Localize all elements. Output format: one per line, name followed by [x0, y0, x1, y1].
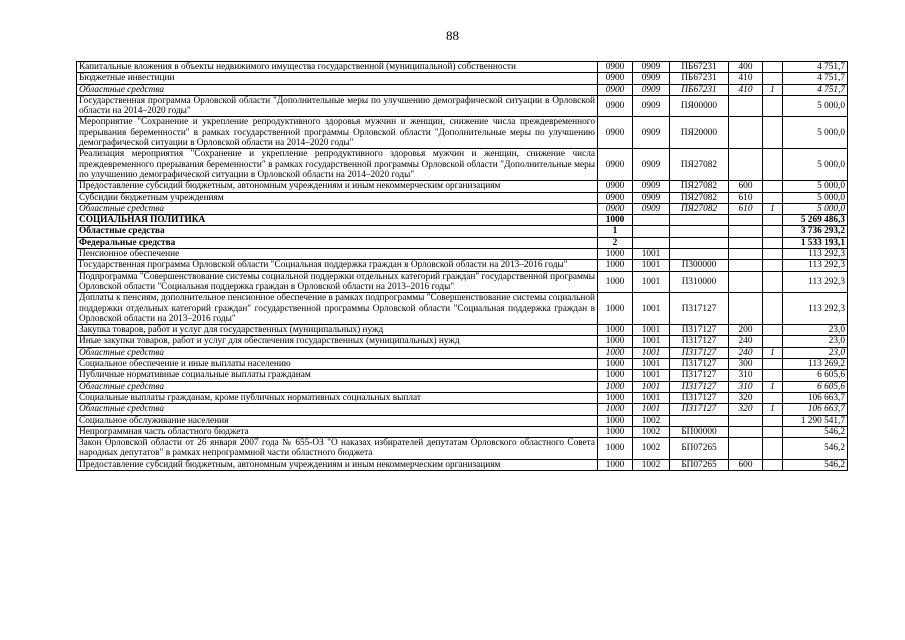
table-row [77, 271, 848, 293]
target-article-code: П317127 [670, 347, 729, 358]
subsection-code: 0909 [633, 192, 670, 203]
target-article-code: П317127 [670, 381, 729, 392]
section-code: 1000 [598, 415, 633, 426]
table-row [77, 203, 848, 214]
row-name: Капитальные вложения в объекты недвижимого имущества государственной (муниципальной) собственности [77, 62, 598, 73]
funding-source-code: 1 [763, 404, 783, 415]
table-row [77, 293, 848, 325]
budget-table [76, 61, 848, 471]
amount: 5 000,0 [783, 117, 848, 149]
table-row [77, 392, 848, 403]
row-name: Областные средства [77, 381, 598, 392]
row-name: Закон Орловской области от 26 января 2007 года № 655-ОЗ "О наказах избирателей депутатам Орловского областного Совета народных депутатов" в рамках непрограммной части областного бюджета [77, 438, 598, 460]
expense-type-code: 400 [729, 62, 763, 73]
table-row [77, 226, 848, 237]
funding-source-code [763, 215, 783, 226]
table-row [77, 359, 848, 370]
amount: 546,2 [783, 426, 848, 437]
funding-source-code [763, 117, 783, 149]
section-code: 1000 [598, 260, 633, 271]
target-article-code [670, 215, 729, 226]
target-article-code: П310000 [670, 271, 729, 293]
amount: 113 292,3 [783, 249, 848, 260]
expense-type-code [729, 237, 763, 248]
table-row [77, 426, 848, 437]
row-name: Закупка товаров, работ и услуг для государственных (муниципальных) нужд [77, 325, 598, 336]
amount: 4 751,7 [783, 62, 848, 73]
amount: 5 000,0 [783, 192, 848, 203]
expense-type-code [729, 226, 763, 237]
table-row [77, 149, 848, 181]
row-name: Иные закупки товаров, работ и услуг для обеспечения государственных (муниципальных) нужд [77, 336, 598, 347]
section-code: 1000 [598, 359, 633, 370]
funding-source-code [763, 325, 783, 336]
expense-type-code: 240 [729, 336, 763, 347]
row-name: Подпрограмма "Совершенствование системы социальной поддержки отдельных категорий граждан" государственной программы Орловской области "Социальная поддержка граждан в Орловской области на 2013–2016 годы" [77, 271, 598, 293]
expense-type-code: 320 [729, 392, 763, 403]
target-article-code: П317127 [670, 325, 729, 336]
funding-source-code [763, 237, 783, 248]
funding-source-code [763, 426, 783, 437]
target-article-code: П317127 [670, 404, 729, 415]
section-code: 1000 [598, 215, 633, 226]
section-code: 1000 [598, 438, 633, 460]
funding-source-code [763, 392, 783, 403]
funding-source-code [763, 459, 783, 470]
expense-type-code [729, 95, 763, 117]
funding-source-code [763, 260, 783, 271]
target-article-code: ПЯ27082 [670, 149, 729, 181]
expense-type-code: 410 [729, 84, 763, 95]
amount: 113 292,3 [783, 271, 848, 293]
amount: 5 000,0 [783, 149, 848, 181]
expense-type-code [729, 271, 763, 293]
target-article-code [670, 249, 729, 260]
target-article-code [670, 237, 729, 248]
table-row [77, 325, 848, 336]
funding-source-code: 1 [763, 203, 783, 214]
table-row [77, 237, 848, 248]
subsection-code: 1001 [633, 293, 670, 325]
expense-type-code: 600 [729, 181, 763, 192]
table-row [77, 192, 848, 203]
target-article-code: П317127 [670, 392, 729, 403]
expense-type-code: 240 [729, 347, 763, 358]
subsection-code: 1001 [633, 370, 670, 381]
subsection-code: 1001 [633, 347, 670, 358]
funding-source-code [763, 370, 783, 381]
table-row [77, 73, 848, 84]
section-code: 0900 [598, 149, 633, 181]
funding-source-code [763, 226, 783, 237]
amount: 6 605,6 [783, 381, 848, 392]
target-article-code: П317127 [670, 359, 729, 370]
section-code: 1000 [598, 459, 633, 470]
expense-type-code: 410 [729, 73, 763, 84]
amount: 23,0 [783, 325, 848, 336]
budget-table-body [77, 62, 848, 471]
subsection-code: 0909 [633, 95, 670, 117]
funding-source-code: 1 [763, 381, 783, 392]
expense-type-code [729, 260, 763, 271]
section-code: 1000 [598, 370, 633, 381]
table-row [77, 370, 848, 381]
expense-type-code [729, 438, 763, 460]
row-name: Предоставление субсидий бюджетным, автономным учреждениям и иным некоммерческим организациям [77, 459, 598, 470]
funding-source-code [763, 192, 783, 203]
table-row [77, 347, 848, 358]
expense-type-code [729, 117, 763, 149]
row-name: Областные средства [77, 347, 598, 358]
expense-type-code [729, 215, 763, 226]
section-code: 1000 [598, 381, 633, 392]
section-code: 1 [598, 226, 633, 237]
table-row [77, 459, 848, 470]
funding-source-code [763, 181, 783, 192]
expense-type-code: 310 [729, 370, 763, 381]
table-row [77, 404, 848, 415]
subsection-code: 1001 [633, 249, 670, 260]
amount: 113 292,3 [783, 293, 848, 325]
amount: 106 663,7 [783, 392, 848, 403]
expense-type-code: 200 [729, 325, 763, 336]
expense-type-code: 320 [729, 404, 763, 415]
subsection-code: 0909 [633, 181, 670, 192]
table-row [77, 84, 848, 95]
amount: 4 751,7 [783, 73, 848, 84]
target-article-code: П317127 [670, 336, 729, 347]
subsection-code: 1002 [633, 438, 670, 460]
target-article-code: ПБ67231 [670, 62, 729, 73]
section-code: 1000 [598, 271, 633, 293]
row-name: Федеральные средства [77, 237, 598, 248]
row-name: Бюджетные инвестиции [77, 73, 598, 84]
row-name: Доплаты к пенсиям, дополнительное пенсионное обеспечение в рамках подпрограммы "Совершенствование системы социальной поддержки отдельных категорий граждан" государственной программы Орловской области "Социальная поддержка граждан в Орловской области на 2013–2016 годы" [77, 293, 598, 325]
table-row [77, 260, 848, 271]
target-article-code: П317127 [670, 293, 729, 325]
table-row [77, 117, 848, 149]
funding-source-code [763, 336, 783, 347]
funding-source-code [763, 62, 783, 73]
subsection-code: 0909 [633, 149, 670, 181]
section-code: 1000 [598, 347, 633, 358]
amount: 5 000,0 [783, 95, 848, 117]
subsection-code: 0909 [633, 84, 670, 95]
amount: 6 605,6 [783, 370, 848, 381]
subsection-code: 1001 [633, 381, 670, 392]
target-article-code: ПБ67231 [670, 73, 729, 84]
target-article-code: БП07265 [670, 438, 729, 460]
row-name: Непрограммная часть областного бюджета [77, 426, 598, 437]
expense-type-code: 300 [729, 359, 763, 370]
row-name: Социальное обеспечение и иные выплаты населению [77, 359, 598, 370]
row-name: СОЦИАЛЬНАЯ ПОЛИТИКА [77, 215, 598, 226]
subsection-code: 0909 [633, 117, 670, 149]
target-article-code: ПБ67231 [670, 84, 729, 95]
target-article-code: П317127 [670, 370, 729, 381]
subsection-code: 1001 [633, 359, 670, 370]
section-code: 2 [598, 237, 633, 248]
table-row [77, 415, 848, 426]
funding-source-code [763, 415, 783, 426]
funding-source-code [763, 438, 783, 460]
subsection-code [633, 215, 670, 226]
target-article-code: ПЯ20000 [670, 117, 729, 149]
subsection-code: 1001 [633, 260, 670, 271]
amount: 106 663,7 [783, 404, 848, 415]
row-name: Государственная программа Орловской области "Социальная поддержка граждан в Орловской области на 2013–2016 годы" [77, 260, 598, 271]
amount: 3 736 293,2 [783, 226, 848, 237]
page-number: 88 [446, 28, 459, 43]
amount: 113 292,3 [783, 260, 848, 271]
section-code: 1000 [598, 336, 633, 347]
row-name: Социальное обслуживание населения [77, 415, 598, 426]
expense-type-code: 600 [729, 459, 763, 470]
subsection-code: 1001 [633, 325, 670, 336]
section-code: 0900 [598, 181, 633, 192]
subsection-code: 1002 [633, 426, 670, 437]
section-code: 1000 [598, 404, 633, 415]
section-code: 1000 [598, 293, 633, 325]
funding-source-code [763, 293, 783, 325]
amount: 5 000,0 [783, 203, 848, 214]
amount: 1 533 193,1 [783, 237, 848, 248]
table-row [77, 249, 848, 260]
subsection-code: 1001 [633, 271, 670, 293]
amount: 23,0 [783, 347, 848, 358]
amount: 113 269,2 [783, 359, 848, 370]
expense-type-code: 610 [729, 192, 763, 203]
table-row [77, 381, 848, 392]
funding-source-code [763, 95, 783, 117]
expense-type-code [729, 149, 763, 181]
target-article-code: БП07265 [670, 459, 729, 470]
subsection-code [633, 226, 670, 237]
expense-type-code [729, 426, 763, 437]
row-name: Областные средства [77, 84, 598, 95]
row-name: Социальные выплаты гражданам, кроме публичных нормативных социальных выплат [77, 392, 598, 403]
table-row [77, 181, 848, 192]
table-row [77, 215, 848, 226]
row-name: Субсидии бюджетным учреждениям [77, 192, 598, 203]
table-row [77, 62, 848, 73]
amount: 5 269 486,3 [783, 215, 848, 226]
funding-source-code [763, 149, 783, 181]
funding-source-code: 1 [763, 347, 783, 358]
subsection-code: 0909 [633, 203, 670, 214]
amount: 546,2 [783, 459, 848, 470]
expense-type-code [729, 293, 763, 325]
section-code: 0900 [598, 84, 633, 95]
section-code: 0900 [598, 73, 633, 84]
target-article-code: БП00000 [670, 426, 729, 437]
expense-type-code: 610 [729, 203, 763, 214]
row-name: Пенсионное обеспечение [77, 249, 598, 260]
subsection-code: 0909 [633, 73, 670, 84]
target-article-code [670, 415, 729, 426]
subsection-code: 1001 [633, 404, 670, 415]
subsection-code: 1001 [633, 336, 670, 347]
amount: 4 751,7 [783, 84, 848, 95]
row-name: Областные средства [77, 404, 598, 415]
row-name: Государственная программа Орловской области "Дополнительные меры по улучшению демографической ситуации в Орловской области на 2014–2020 годы" [77, 95, 598, 117]
subsection-code: 1001 [633, 392, 670, 403]
subsection-code: 1002 [633, 459, 670, 470]
funding-source-code [763, 271, 783, 293]
target-article-code: П300000 [670, 260, 729, 271]
funding-source-code [763, 249, 783, 260]
target-article-code [670, 226, 729, 237]
row-name: Мероприятие "Сохранение и укрепление репродуктивного здоровья мужчин и женщин, снижение числа преждевременного прерывания беременности" в рамках государственной программы Орловской области "Дополнительные меры по улучшению демографической ситуации в Орловской области на 2014–2020 годы" [77, 117, 598, 149]
funding-source-code [763, 73, 783, 84]
amount: 5 000,0 [783, 181, 848, 192]
row-name: Предоставление субсидий бюджетным, автономным учреждениям и иным некоммерческим организациям [77, 181, 598, 192]
table-row [77, 438, 848, 460]
target-article-code: ПЯ27082 [670, 203, 729, 214]
section-code: 1000 [598, 325, 633, 336]
section-code: 0900 [598, 192, 633, 203]
section-code: 1000 [598, 249, 633, 260]
target-article-code: ПЯ27082 [670, 192, 729, 203]
funding-source-code: 1 [763, 84, 783, 95]
row-name: Публичные нормативные социальные выплаты гражданам [77, 370, 598, 381]
section-code: 1000 [598, 392, 633, 403]
subsection-code: 0909 [633, 62, 670, 73]
funding-source-code [763, 359, 783, 370]
amount: 546,2 [783, 438, 848, 460]
subsection-code [633, 237, 670, 248]
table-row [77, 336, 848, 347]
expense-type-code [729, 249, 763, 260]
section-code: 0900 [598, 62, 633, 73]
amount: 1 290 541,7 [783, 415, 848, 426]
section-code: 1000 [598, 426, 633, 437]
target-article-code: ПЯ27082 [670, 181, 729, 192]
table-row [77, 95, 848, 117]
expense-type-code [729, 415, 763, 426]
expense-type-code: 310 [729, 381, 763, 392]
row-name: Реализация мероприятия "Сохранение и укрепление репродуктивного здоровья мужчин и женщин, снижение числа преждевременного прерывания беременности" в рамках государственной программы Орловской области "Дополнительные меры по улучшению демографической ситуации в Орловской области на 2014–2020 годы" [77, 149, 598, 181]
target-article-code: ПЯ00000 [670, 95, 729, 117]
section-code: 0900 [598, 203, 633, 214]
section-code: 0900 [598, 95, 633, 117]
subsection-code: 1002 [633, 415, 670, 426]
row-name: Областные средства [77, 203, 598, 214]
row-name: Областные средства [77, 226, 598, 237]
section-code: 0900 [598, 117, 633, 149]
amount: 23,0 [783, 336, 848, 347]
